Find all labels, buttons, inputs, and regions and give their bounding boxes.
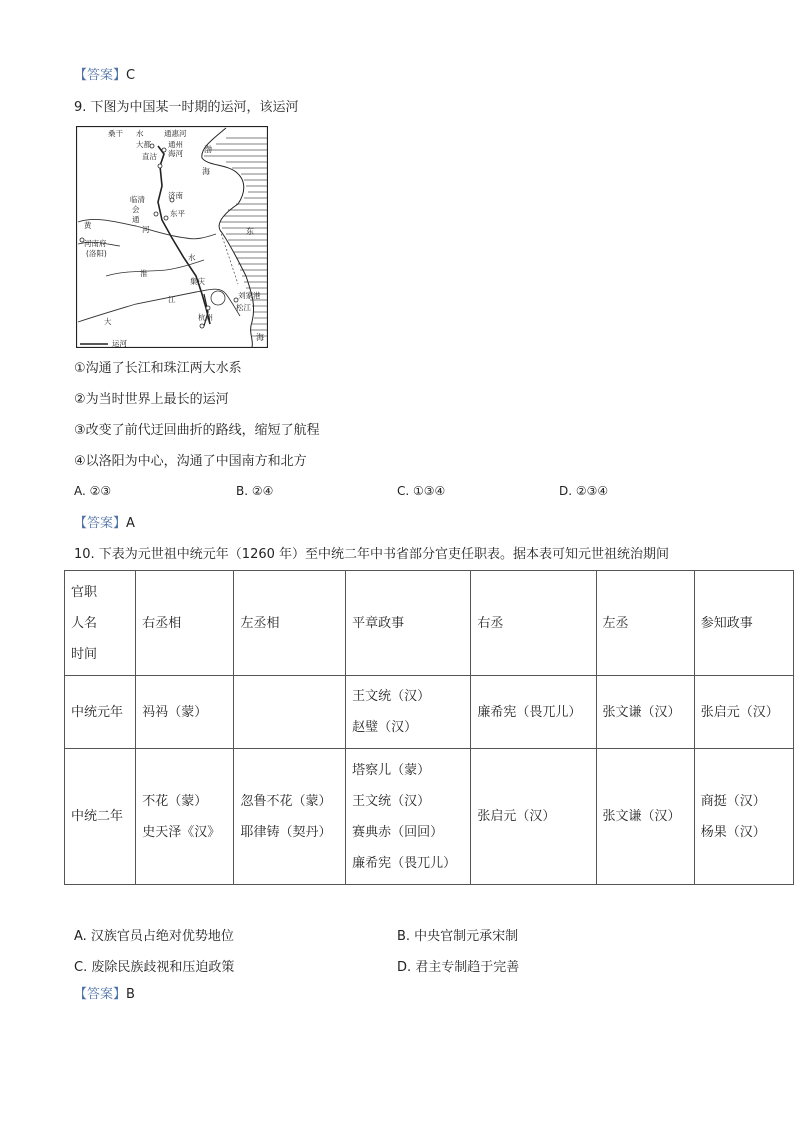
q10-option-d: D. 君主专制趋于完善 (397, 960, 520, 975)
table-cell (234, 676, 346, 749)
answer-line-prev (74, 67, 135, 85)
map-label-luoyang: (洛阳) (86, 249, 107, 258)
q9-option-c: C. ①③④ (397, 484, 446, 498)
map-label-shui-top: 水 (136, 129, 144, 138)
column-header: 左丞相 (234, 571, 346, 676)
map-label-huai: 淮 (140, 269, 148, 278)
header-corner-line: 时间 (71, 646, 98, 662)
statement-1: ①沟通了长江和珠江两大水系 (74, 361, 242, 376)
map-label-hangzhou: 杭州 (198, 313, 213, 322)
table-cell (136, 676, 234, 749)
map-label-huang: 黄 (84, 221, 92, 230)
map-label-tongzhou: 通州 (168, 140, 183, 149)
answer-value: C (126, 68, 136, 83)
map-label-da: 大 (104, 317, 112, 326)
answer-label: 【答案】 (74, 987, 127, 1002)
column-header: 右丞 (471, 571, 596, 676)
answer-label: 【答案】 (74, 68, 127, 83)
column-header: 右丞相 (136, 571, 234, 676)
map-label-dadu: 大都 (136, 140, 151, 149)
official-name: 祃祃（蒙） (142, 704, 208, 720)
table-cell (346, 749, 471, 885)
officials-table (64, 570, 794, 885)
column-header: 平章政事 (346, 571, 471, 676)
official-name: 赵璧（汉） (352, 720, 418, 735)
time-cell: 中统元年 (65, 676, 136, 749)
official-name: 耶律铸（契丹） (240, 824, 332, 840)
answer-value: A (126, 516, 135, 531)
map-label-hai-bottom: 海 (256, 333, 264, 342)
official-name: 张文谦（汉） (602, 809, 681, 824)
statement-2: ②为当时世界上最长的运河 (74, 392, 229, 407)
answer-value: B (126, 987, 135, 1002)
official-name: 赛典赤（回回） (352, 824, 444, 840)
map-label-liujiagang: 刘家港 (238, 291, 261, 300)
map-label-hui: 会 (132, 205, 140, 214)
answer-line-q9 (74, 515, 135, 533)
official-name: 张启元（汉） (477, 809, 556, 824)
time-cell: 中统二年 (65, 749, 136, 885)
map-label-jiqing: 集庆 (190, 277, 205, 286)
header-corner-cell (65, 571, 136, 676)
map-label-he: 河 (142, 225, 150, 234)
map-label-dong: 东 (246, 227, 254, 236)
map-label-jiang: 江 (168, 295, 176, 304)
answer-label: 【答案】 (74, 516, 127, 531)
map-label-zhigu: 直沽 (142, 152, 157, 161)
table-row (65, 749, 794, 885)
official-name: 张启元（汉） (700, 704, 779, 720)
table-cell (136, 749, 234, 885)
table-cell (234, 749, 346, 885)
official-name: 廉希宪（畏兀儿） (477, 704, 582, 720)
official-name: 张文谦（汉） (602, 704, 681, 720)
official-name: 忽鲁不花（蒙） (240, 793, 332, 809)
q9-option-b: B. ②④ (236, 484, 274, 498)
table-cell (694, 676, 793, 749)
q10-option-c: C. 废除民族歧视和压迫政策 (74, 960, 235, 975)
official-name: 杨果（汉） (700, 824, 766, 840)
map-label-henanfu: 河南府 (84, 239, 107, 248)
map-label-haihe: 海河 (168, 149, 183, 158)
map-label-hai-top: 海 (202, 167, 210, 176)
q9-option-a: A. ②③ (74, 484, 112, 498)
official-name: 王文统（汉） (352, 793, 431, 809)
official-name: 商挺（汉） (700, 793, 766, 809)
map-label-bo: 渤 (204, 145, 212, 154)
header-corner-line: 人名 (71, 615, 98, 631)
table-cell (471, 676, 596, 749)
map-label-dongping: 东平 (170, 209, 185, 218)
official-name: 廉希宪（畏兀儿） (352, 855, 457, 871)
q10-option-b: B. 中央官制元承宋制 (397, 929, 519, 944)
table-row (65, 676, 794, 749)
question-10-stem: 10. 下表为元世祖中统元年（1260 年）至中统二年中书省部分官吏任职表。据本表可知元世祖统治期间 (74, 547, 670, 562)
map-label-songjiang: 松江 (236, 303, 251, 312)
q10-option-a: A. 汉族官员占绝对优势地位 (74, 929, 234, 944)
table-cell (346, 676, 471, 749)
table-cell (596, 676, 694, 749)
map-label-shui-mid: 水 (188, 253, 196, 262)
table-cell (694, 749, 793, 885)
map-label-jinan: 济南 (168, 191, 183, 200)
map-label-sanggan: 桑干 (108, 129, 123, 138)
q9-option-d: D. ②③④ (559, 484, 609, 498)
official-name: 王文统（汉） (352, 689, 431, 704)
map-label-linqing: 临清 (130, 195, 145, 204)
header-corner-line: 官职 (71, 584, 98, 600)
column-header: 参知政事 (694, 571, 793, 676)
statement-3: ③改变了前代迂回曲折的路线，缩短了航程 (74, 423, 320, 438)
official-name: 史天泽《汉》 (142, 824, 221, 840)
answer-line-q10 (74, 986, 135, 1004)
table-header-row (65, 571, 794, 676)
official-name: 塔察儿（蒙） (352, 762, 431, 778)
table-cell (596, 749, 694, 885)
map-label-tong: 通 (132, 215, 140, 224)
official-name: 不花（蒙） (142, 793, 208, 809)
column-header: 左丞 (596, 571, 694, 676)
statement-4: ④以洛阳为中心，沟通了中国南方和北方 (74, 454, 307, 469)
table-cell (471, 749, 596, 885)
map-label-tonghuihe: 通惠河 (164, 129, 187, 138)
canal-map (76, 126, 268, 348)
question-9-stem: 9. 下图为中国某一时期的运河，该运河 (74, 100, 299, 115)
map-legend-label: 运河 (112, 339, 127, 348)
